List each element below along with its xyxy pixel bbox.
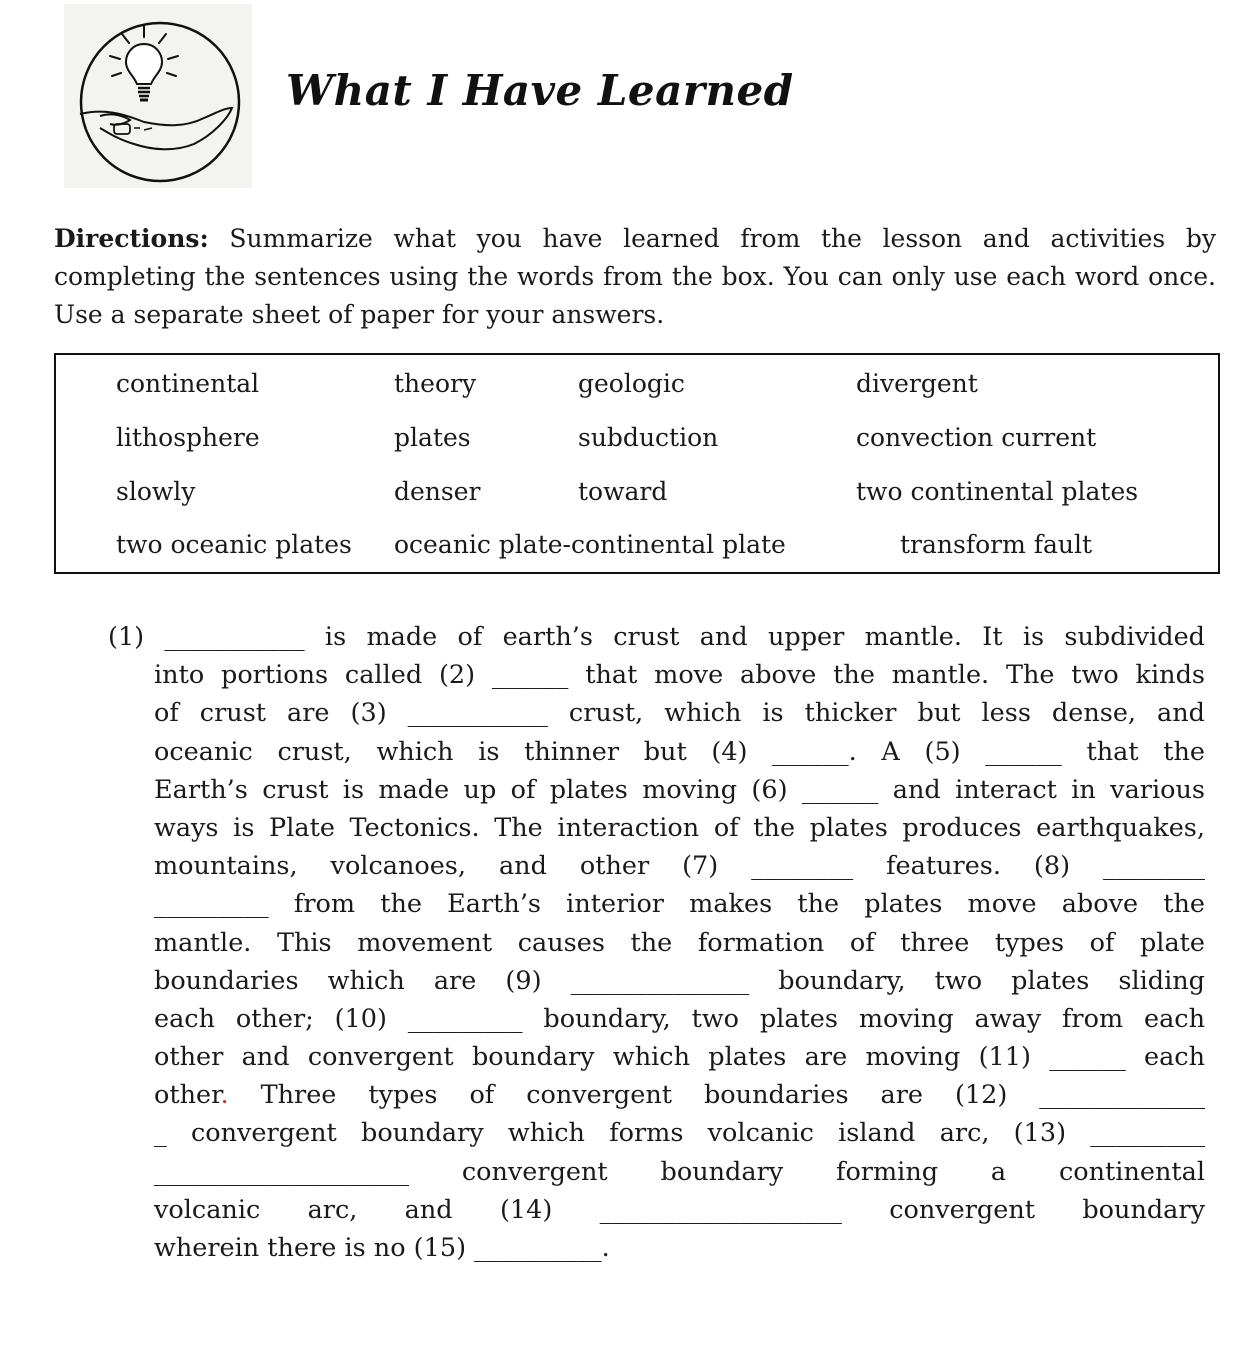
passage-line: ____________________ convergent boundary forming a continental [154,1156,1205,1187]
word-item: lithosphere [116,423,260,452]
lightbulb-hand-icon [64,4,252,188]
passage-line: of crust are (3) ___________ crust, which is thicker but less dense, and [154,698,1205,729]
passage-line: Earth’s crust is made up of plates moving (6) ______ and interact in various [154,774,1205,805]
word-item: continental [116,369,260,398]
directions-label: Directions: [54,224,209,253]
directions-paragraph [54,220,1216,334]
highlighted-period: . [220,1080,229,1111]
passage-line: other and convergent boundary which plates are moving (11) ______ each [154,1042,1205,1073]
word-item: two oceanic plates [116,530,352,559]
passage-line: _________ from the Earth’s interior makes the plates move above the [154,889,1205,920]
passage-line [154,1076,1205,1114]
passage-line: wherein there is no (15) __________. [154,1233,610,1263]
word-item: toward [578,477,668,506]
passage-fragment: Three types of convergent boundaries are (12) _____________ [228,1080,1205,1111]
passage-line: _ convergent boundary which forms volcanic island arc, (13) _________ [154,1118,1205,1149]
page-title: What I Have Learned [286,66,794,115]
passage-line: each other; (10) _________ boundary, two plates moving away from each [154,1003,1205,1034]
passage-line: (1) ___________ is made of earth’s crust and upper mantle. It is subdivided [108,622,1205,652]
word-item: geologic [578,369,685,398]
passage-line: mountains, volcanoes, and other (7) ________ features. (8) ________ [154,851,1205,882]
passage-line: boundaries which are (9) ______________ boundary, two plates sliding [154,965,1205,996]
passage-word: other [154,1080,221,1111]
word-item: transform fault [900,530,1093,559]
passage-line: volcanic arc, and (14) ___________________ convergent boundary [154,1194,1205,1225]
directions-text: Summarize what you have learned from the lesson and activities by completing the sentences using the words from the box. You can only use each word once. Use a separate sheet of paper for your answers. [54,224,1217,329]
passage-line: into portions called (2) ______ that move above the mantle. The two kinds [154,660,1205,691]
word-item: theory [394,369,477,398]
passage-line: oceanic crust, which is thinner but (4) ______. A (5) ______ that the [154,736,1205,767]
word-box [54,353,1220,574]
word-item: denser [394,477,481,506]
word-item: two continental plates [856,477,1139,506]
word-item: convection current [856,423,1097,452]
passage-line: ways is Plate Tectonics. The interaction of the plates produces earthquakes, [154,812,1205,843]
word-item: divergent [856,369,978,398]
word-item: slowly [116,477,196,506]
summary-passage [108,618,1205,1267]
word-item: subduction [578,423,719,452]
word-item: oceanic plate-continental plate [394,530,786,559]
word-item: plates [394,423,471,452]
passage-line: mantle. This movement causes the formation of three types of plate [154,927,1205,958]
